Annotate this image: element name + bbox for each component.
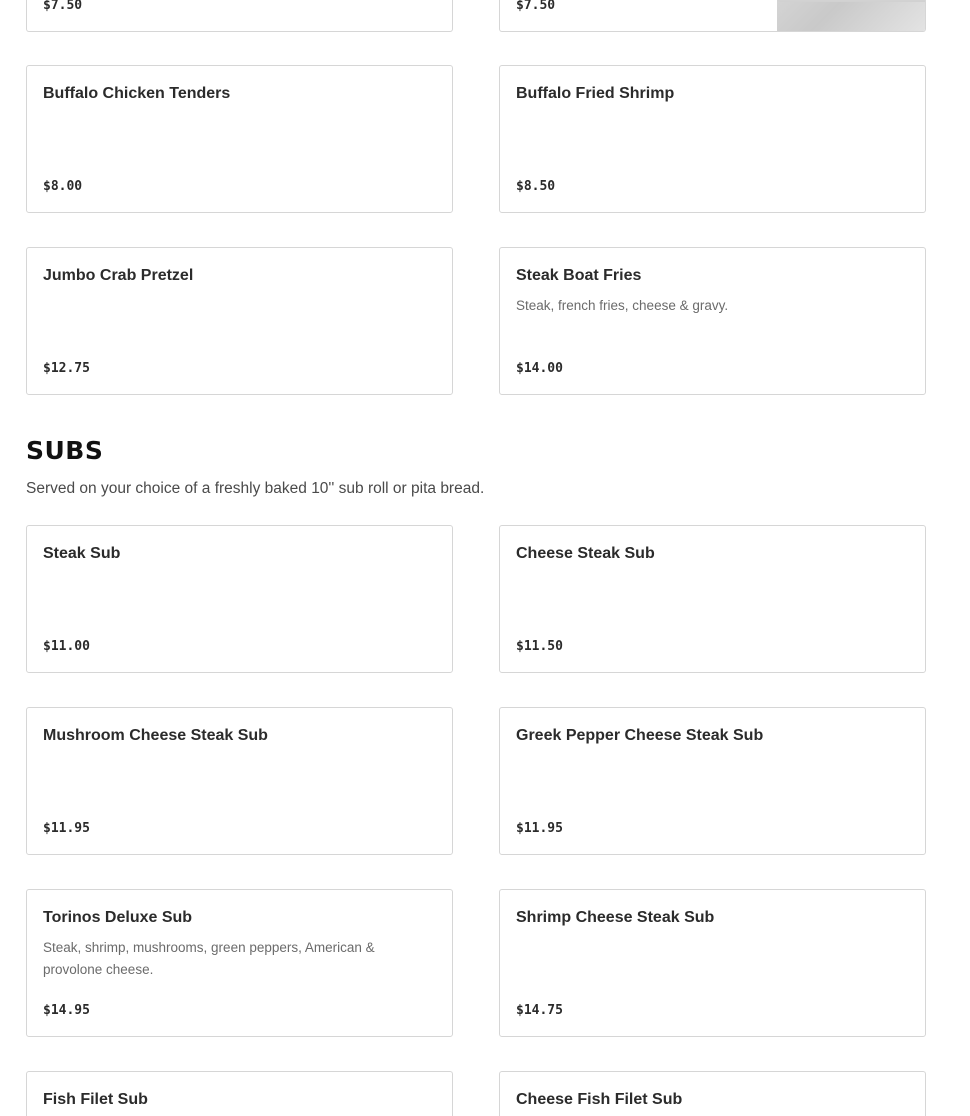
item-price: $7.50 — [43, 0, 83, 13]
item-name: Steak Sub — [43, 545, 121, 562]
item-name: Cheese Steak Sub — [516, 545, 655, 562]
item-price: $14.00 — [516, 361, 563, 376]
item-price: $12.75 — [43, 361, 90, 376]
menu-item-card[interactable] — [26, 1071, 453, 1116]
item-price: $11.95 — [43, 821, 90, 836]
section-title: SUBS — [26, 436, 104, 465]
food-photo — [777, 0, 925, 31]
item-price: $14.95 — [43, 1003, 90, 1018]
item-name: Jumbo Crab Pretzel — [43, 267, 194, 284]
menu-item-card[interactable] — [26, 707, 453, 855]
menu-item-card[interactable] — [26, 525, 453, 673]
item-name: Buffalo Fried Shrimp — [516, 85, 675, 102]
menu-item-card[interactable] — [499, 707, 926, 855]
menu-item-card[interactable] — [26, 247, 453, 395]
menu-item-card[interactable] — [26, 0, 453, 32]
menu-item-card[interactable] — [499, 65, 926, 213]
item-name: Mushroom Cheese Steak Sub — [43, 727, 268, 744]
menu-item-card[interactable] — [26, 65, 453, 213]
item-name: Torinos Deluxe Sub — [43, 909, 193, 926]
item-price: $8.50 — [516, 179, 556, 194]
item-description: Steak, french fries, cheese & gravy. — [516, 298, 729, 313]
item-price: $8.00 — [43, 179, 83, 194]
menu-item-card[interactable] — [499, 889, 926, 1037]
item-price: $11.00 — [43, 639, 90, 654]
item-name: Greek Pepper Cheese Steak Sub — [516, 727, 764, 744]
menu-item-card[interactable] — [26, 889, 453, 1037]
item-name: Buffalo Chicken Tenders — [43, 85, 231, 102]
item-price: $7.50 — [516, 0, 556, 13]
item-description: Steak, shrimp, mushrooms, green peppers, American & provolone cheese. — [43, 940, 375, 977]
item-name: Fish Filet Sub — [43, 1091, 148, 1108]
item-price: $11.95 — [516, 821, 563, 836]
item-name: Steak Boat Fries — [516, 267, 642, 284]
menu-item-card[interactable] — [499, 0, 926, 32]
menu-item-card[interactable] — [499, 1071, 926, 1116]
section-subtitle: Served on your choice of a freshly baked 10'' sub roll or pita bread. — [26, 480, 485, 497]
item-name: Shrimp Cheese Steak Sub — [516, 909, 715, 926]
menu-item-card[interactable] — [499, 247, 926, 395]
item-price: $11.50 — [516, 639, 563, 654]
food-photo-tray — [777, 0, 925, 2]
item-name: Cheese Fish Filet Sub — [516, 1091, 683, 1108]
item-price: $14.75 — [516, 1003, 563, 1018]
menu-item-card[interactable] — [499, 525, 926, 673]
